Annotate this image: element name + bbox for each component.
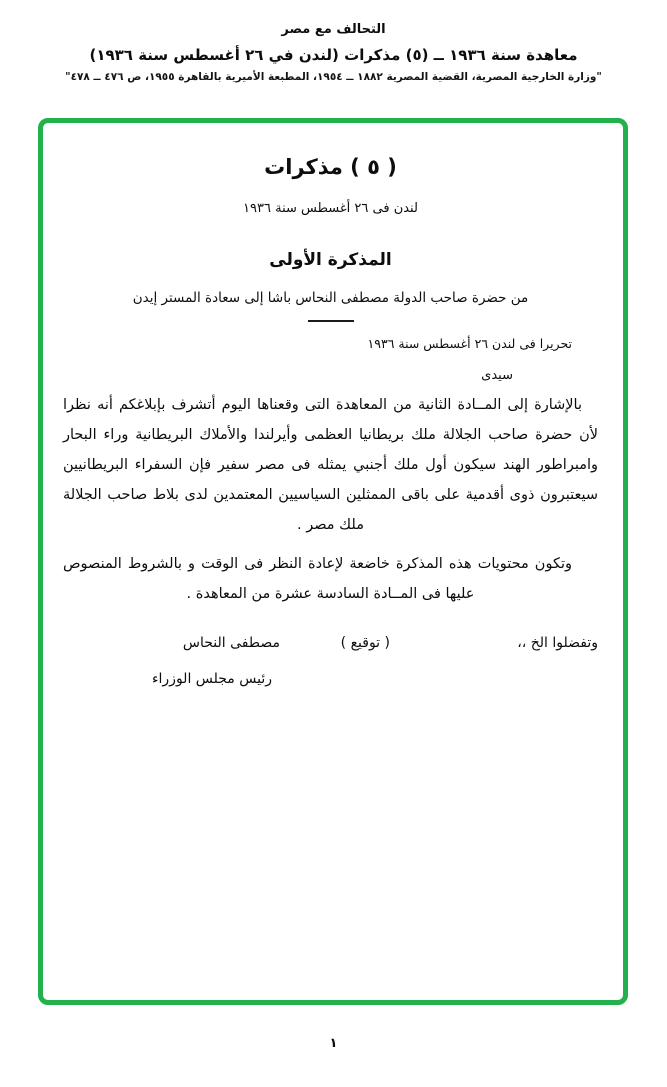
signatory-name: مصطفى النحاس <box>182 635 280 651</box>
signatory-title: رئيس مجلس الوزراء <box>151 671 272 687</box>
header-subtitle: معاهدة سنة ١٩٣٦ ــ (٥) مذكرات (لندن في ٢٦ أغسطس سنة ١٩٣٦) <box>89 46 578 64</box>
memo-from-to-line: من حضرة صاحب الدولة مصطفى النحاس باشا إلى سعادة المستر إيدن <box>132 290 529 306</box>
header-source-citation: "وزارة الخارجية المصرية، القضية المصرية ١٨٨٢ ــ ١٩٥٤، المطبعة الأميرية بالقاهرة ١٩٥٥، ص ٤٧٦ ــ ٤٧٨" <box>65 71 602 83</box>
memo-dateline: تحريرا فى لندن ٢٦ أغسطس سنة ١٩٣٦ <box>367 336 572 351</box>
memo-paragraph-1: بالإشارة إلى المــادة الثانية من المعاهدة التى وقعناها اليوم أتشرف بإبلاغكم أنه نظرا لأن حضرة صاحب الجلالة ملك بريطانيا العظمى وأيرلندا والأملاك البريطانية وراء البحار وامبراطور الهند سيكون أول ملك أجنبي يمثله فى مصر سفير فإن السفراء البريطانيين سيعتبرون ذوى أقدمية على باقى الممثلين السياسيين المعتمدين لدى بلاط صاحب الجلالة ملك مصر . <box>63 397 598 533</box>
signature-placeholder-label: ( توقيع ) <box>340 635 390 651</box>
separator-rule <box>308 320 354 322</box>
document-place-date: لندن فى ٢٦ أغسطس سنة ١٩٣٦ <box>243 201 418 216</box>
document-title: ( ٥ ) مذكرات <box>264 155 397 179</box>
closing-phrase: وتفضلوا الخ ،، <box>517 635 598 651</box>
page-number: ١ <box>329 1036 338 1051</box>
memo-paragraph-2: وتكون محتويات هذه المذكرة خاضعة لإعادة النظر فى الوقت و بالشروط المنصوص عليها فى المــادة السادسة عشرة من المعاهدة . <box>63 556 572 602</box>
header-title: التحالف مع مصر <box>281 22 386 37</box>
document-body <box>43 123 623 713</box>
signature-block <box>63 635 598 713</box>
document-border-frame <box>38 118 628 1005</box>
page-header <box>0 0 667 83</box>
memo-salutation: سيدى <box>481 368 513 383</box>
memo-title: المذكرة الأولى <box>269 250 392 270</box>
